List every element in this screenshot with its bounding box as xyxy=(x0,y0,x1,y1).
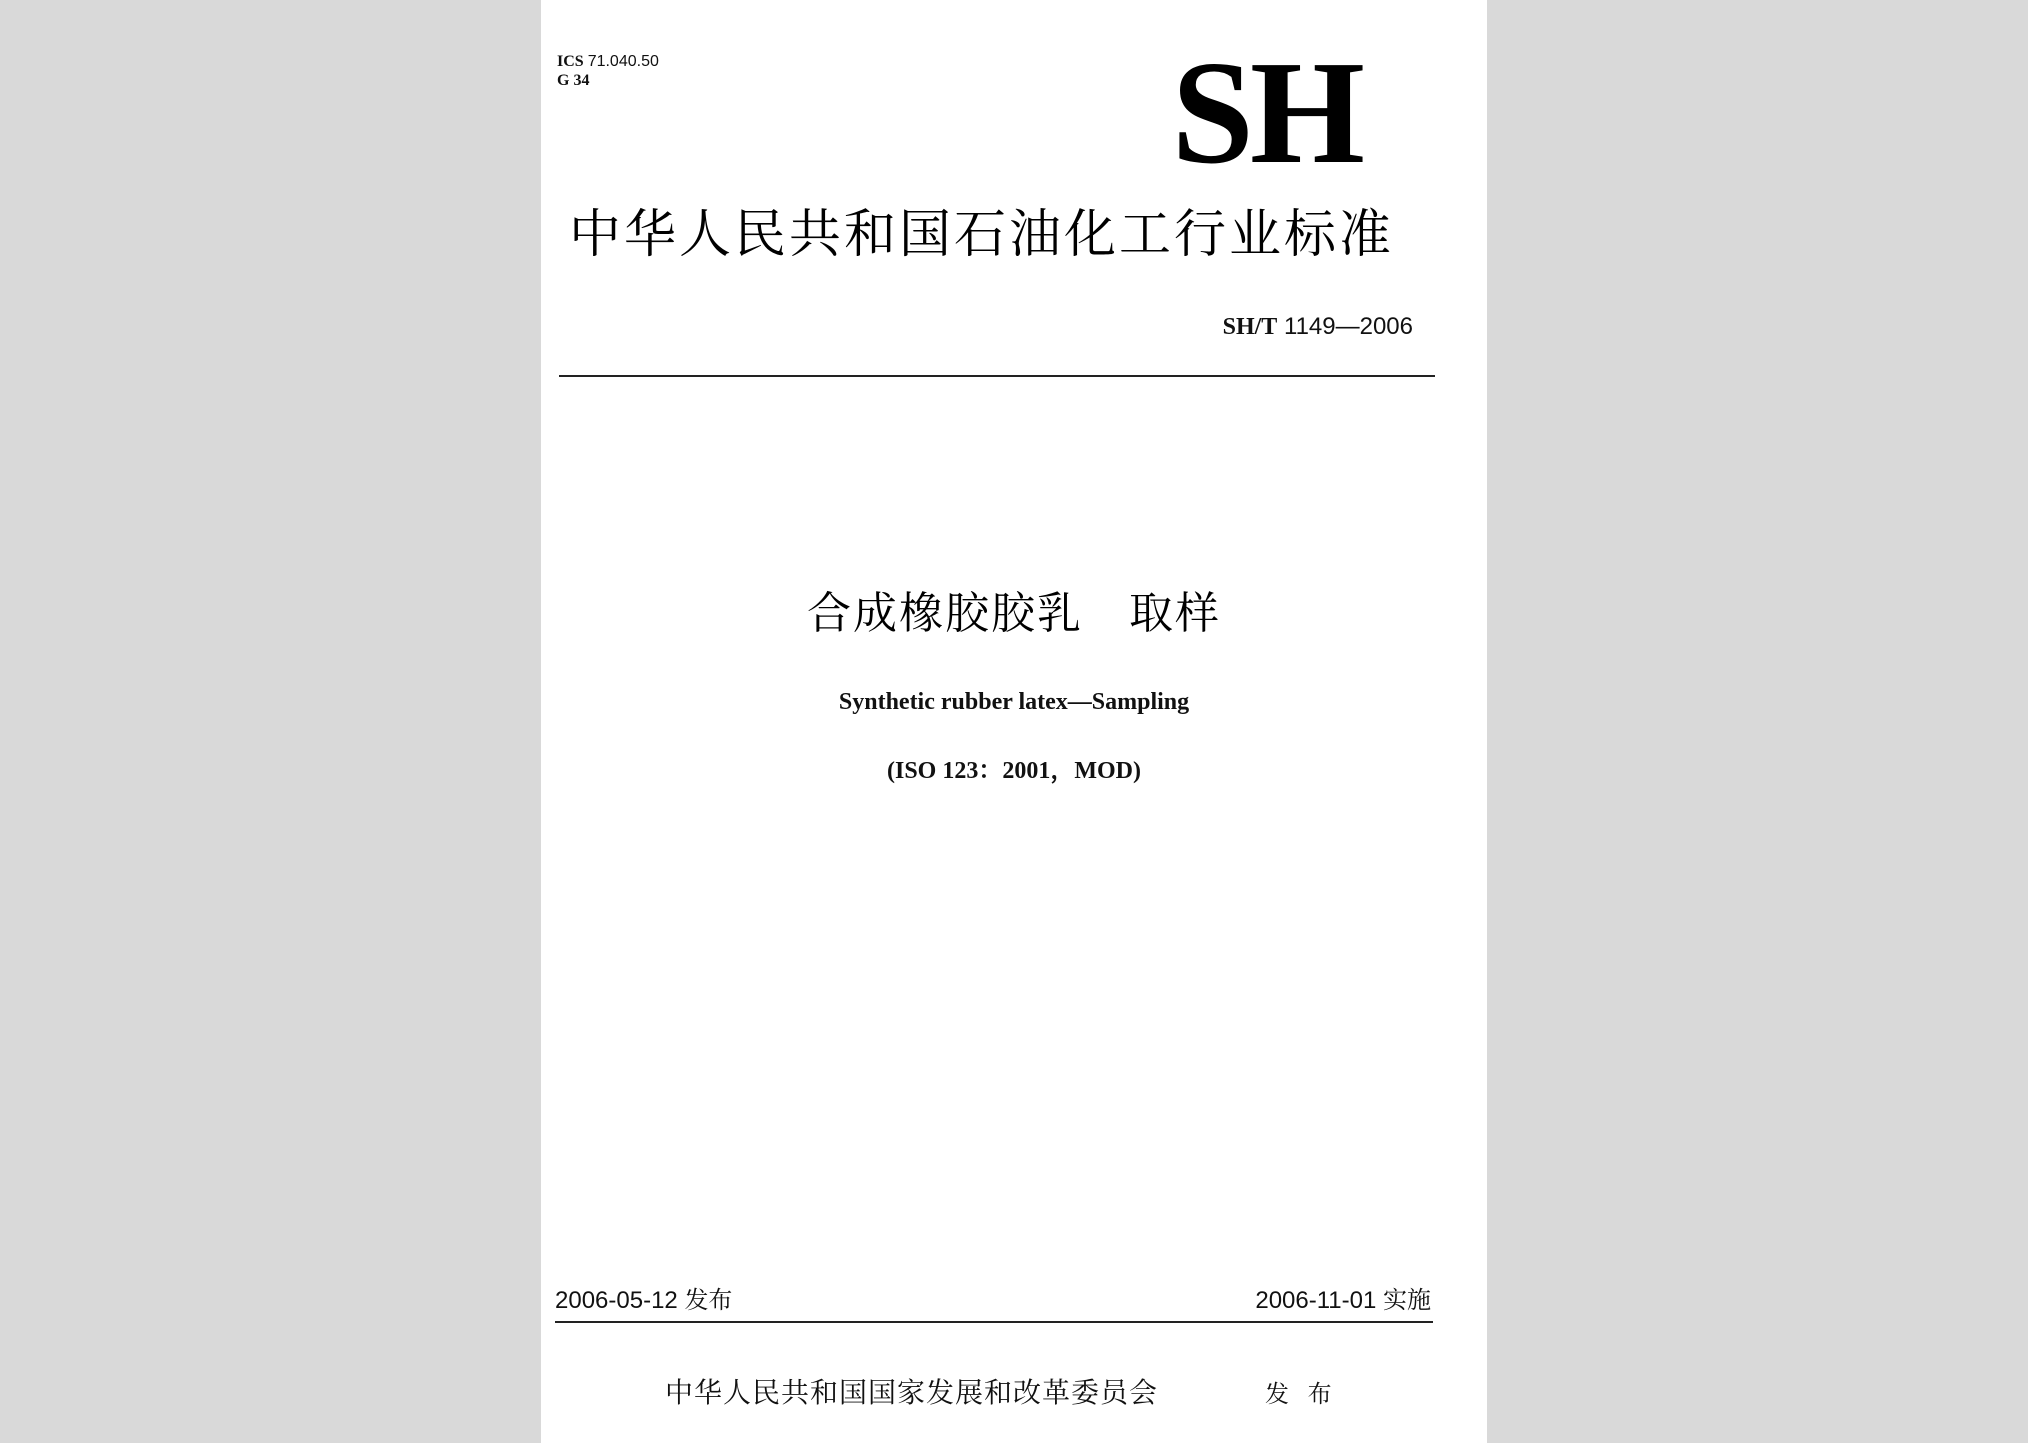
sh-logo: SH xyxy=(1171,31,1361,195)
implementation-date-value: 2006-11-01 xyxy=(1255,1287,1377,1314)
document-page xyxy=(541,0,1487,1443)
iso-reference: (ISO 123：2001，MOD) xyxy=(887,758,1141,784)
publisher: 中华人民共和国国家发展和改革委员会 xyxy=(665,1377,1159,1408)
standard-title: 中华人民共和国石油化工行业标准 xyxy=(569,206,1395,264)
ccs-code: G 34 xyxy=(557,72,590,89)
ics-number: 71.040.50 xyxy=(587,53,659,70)
document-title-cn: 合成橡胶胶乳 取样 xyxy=(807,589,1221,638)
issue-label: 发布 xyxy=(684,1287,733,1314)
standard-number xyxy=(541,313,1413,341)
ics-label: ICS xyxy=(557,53,584,70)
document-title-en: Synthetic rubber latex—Sampling xyxy=(838,689,1190,715)
issue-date-value: 2006-05-12 xyxy=(555,1287,678,1314)
footer-divider xyxy=(555,1321,1433,1323)
standard-code: 1149—2006 xyxy=(1284,313,1413,340)
publish-label: 发 布 xyxy=(1265,1381,1338,1408)
header-divider xyxy=(559,375,1435,377)
standard-prefix: SH/T xyxy=(1222,314,1278,340)
implementation-date xyxy=(541,1287,1431,1315)
implementation-label: 实施 xyxy=(1383,1287,1431,1314)
